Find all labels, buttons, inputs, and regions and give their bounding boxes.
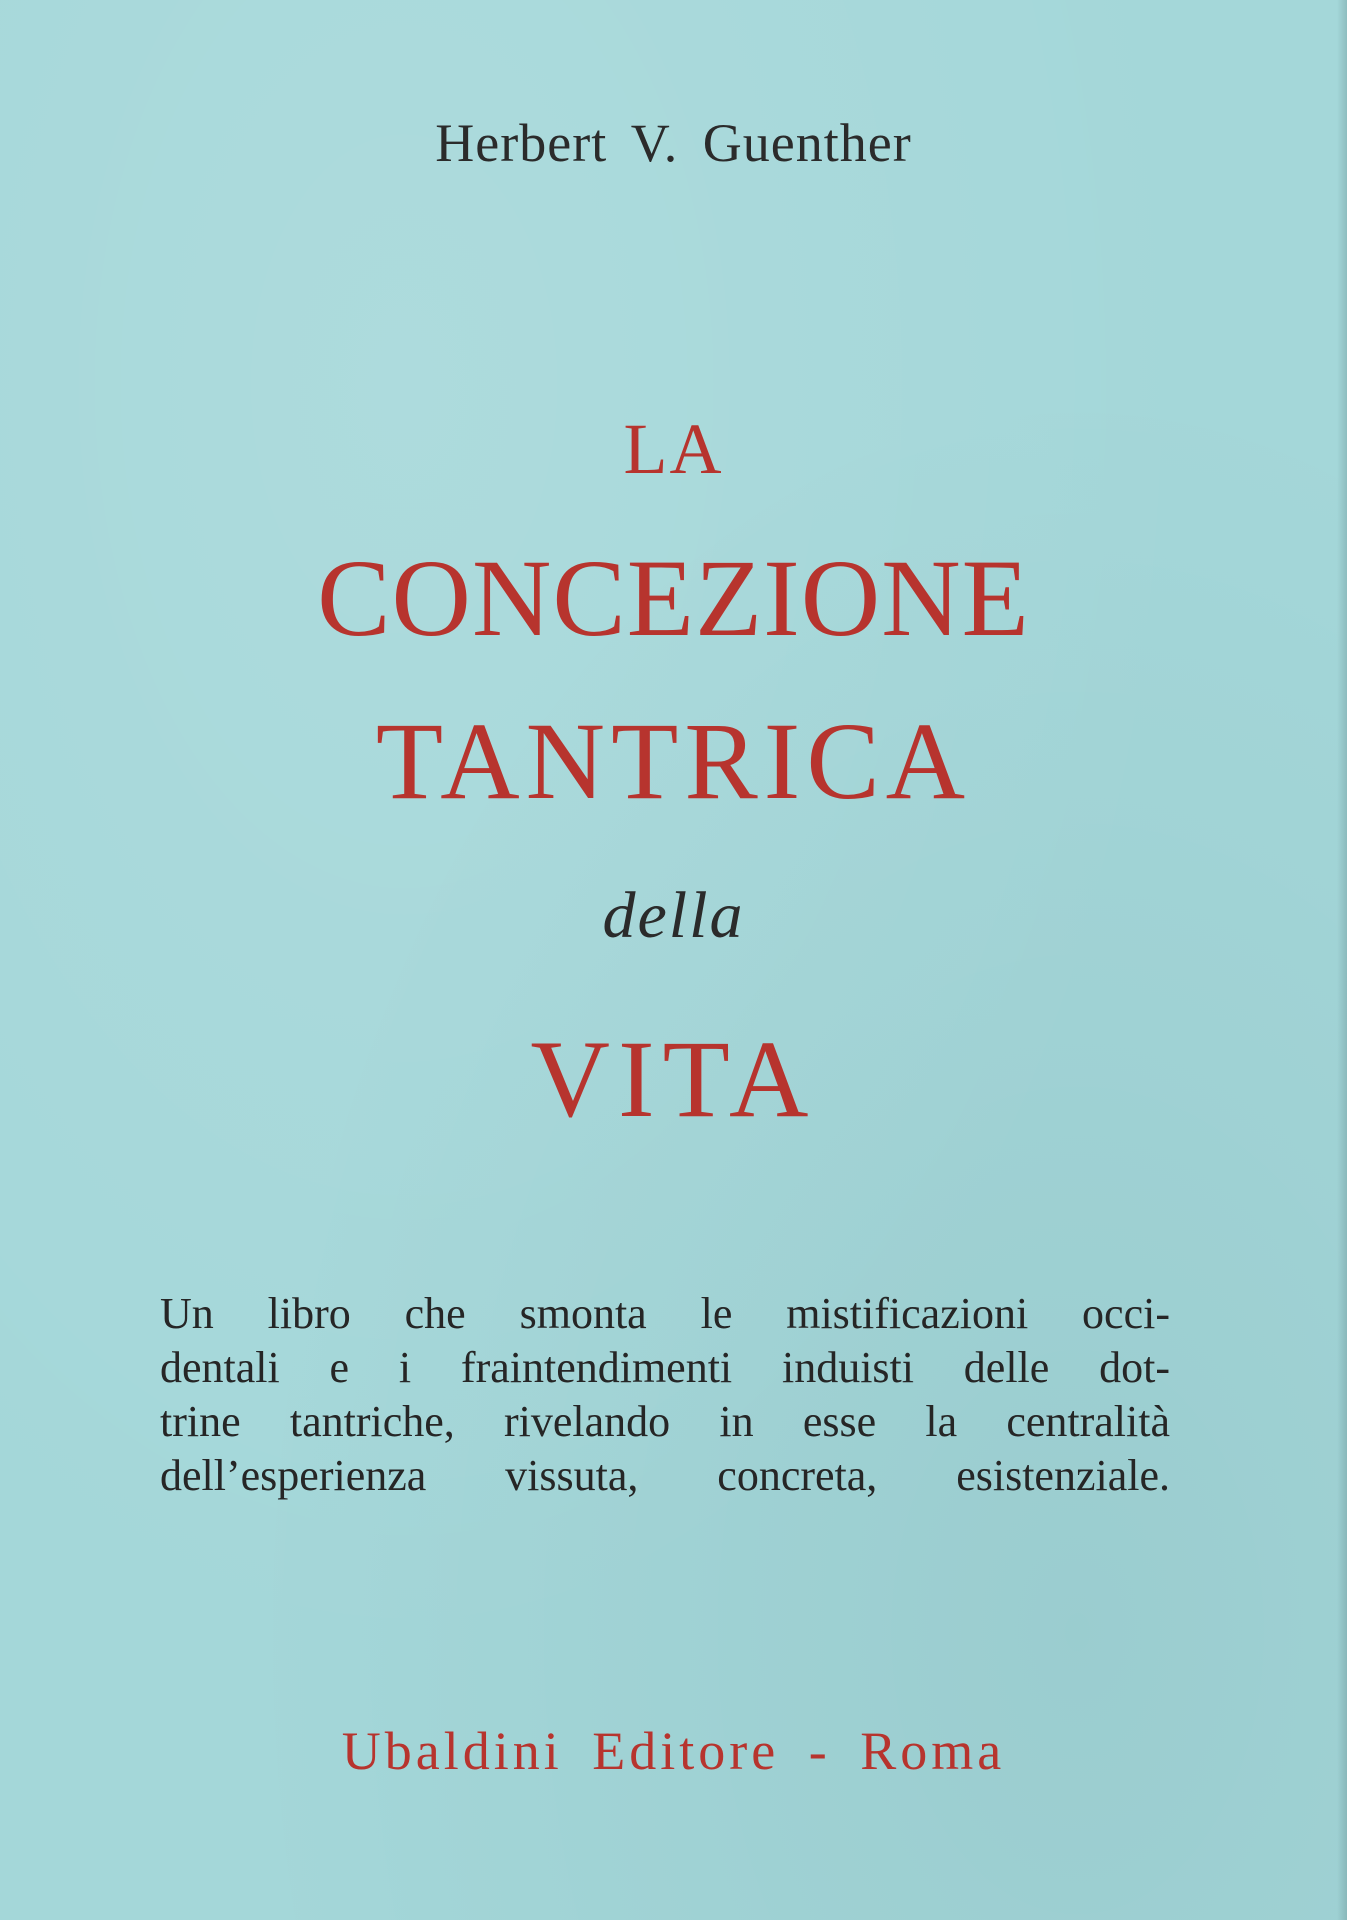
blurb-paragraph xyxy=(160,1287,1170,1503)
author-name: Herbert V. Guenther xyxy=(435,113,912,173)
publisher-name: Ubaldini Editore - Roma xyxy=(341,1721,1006,1781)
title-line-della: della xyxy=(602,879,745,952)
title-line-concezione: CONCEZIONE xyxy=(317,537,1030,659)
blurb-line: dentali e i fraintendimenti induisti delle dot- xyxy=(160,1343,1170,1392)
title-line-tantrica: TANTRICA xyxy=(375,700,972,822)
blurb-line: trine tantriche, rivelando in esse la centralità xyxy=(160,1397,1170,1446)
blurb-line: Un libro che smonta le mistificazioni occi- xyxy=(160,1289,1170,1338)
blurb-line: dell’esperienza vissuta, concreta, esistenziale. xyxy=(160,1451,1170,1500)
title-line-la: LA xyxy=(623,409,724,489)
title-line-vita: VITA xyxy=(530,1018,817,1140)
